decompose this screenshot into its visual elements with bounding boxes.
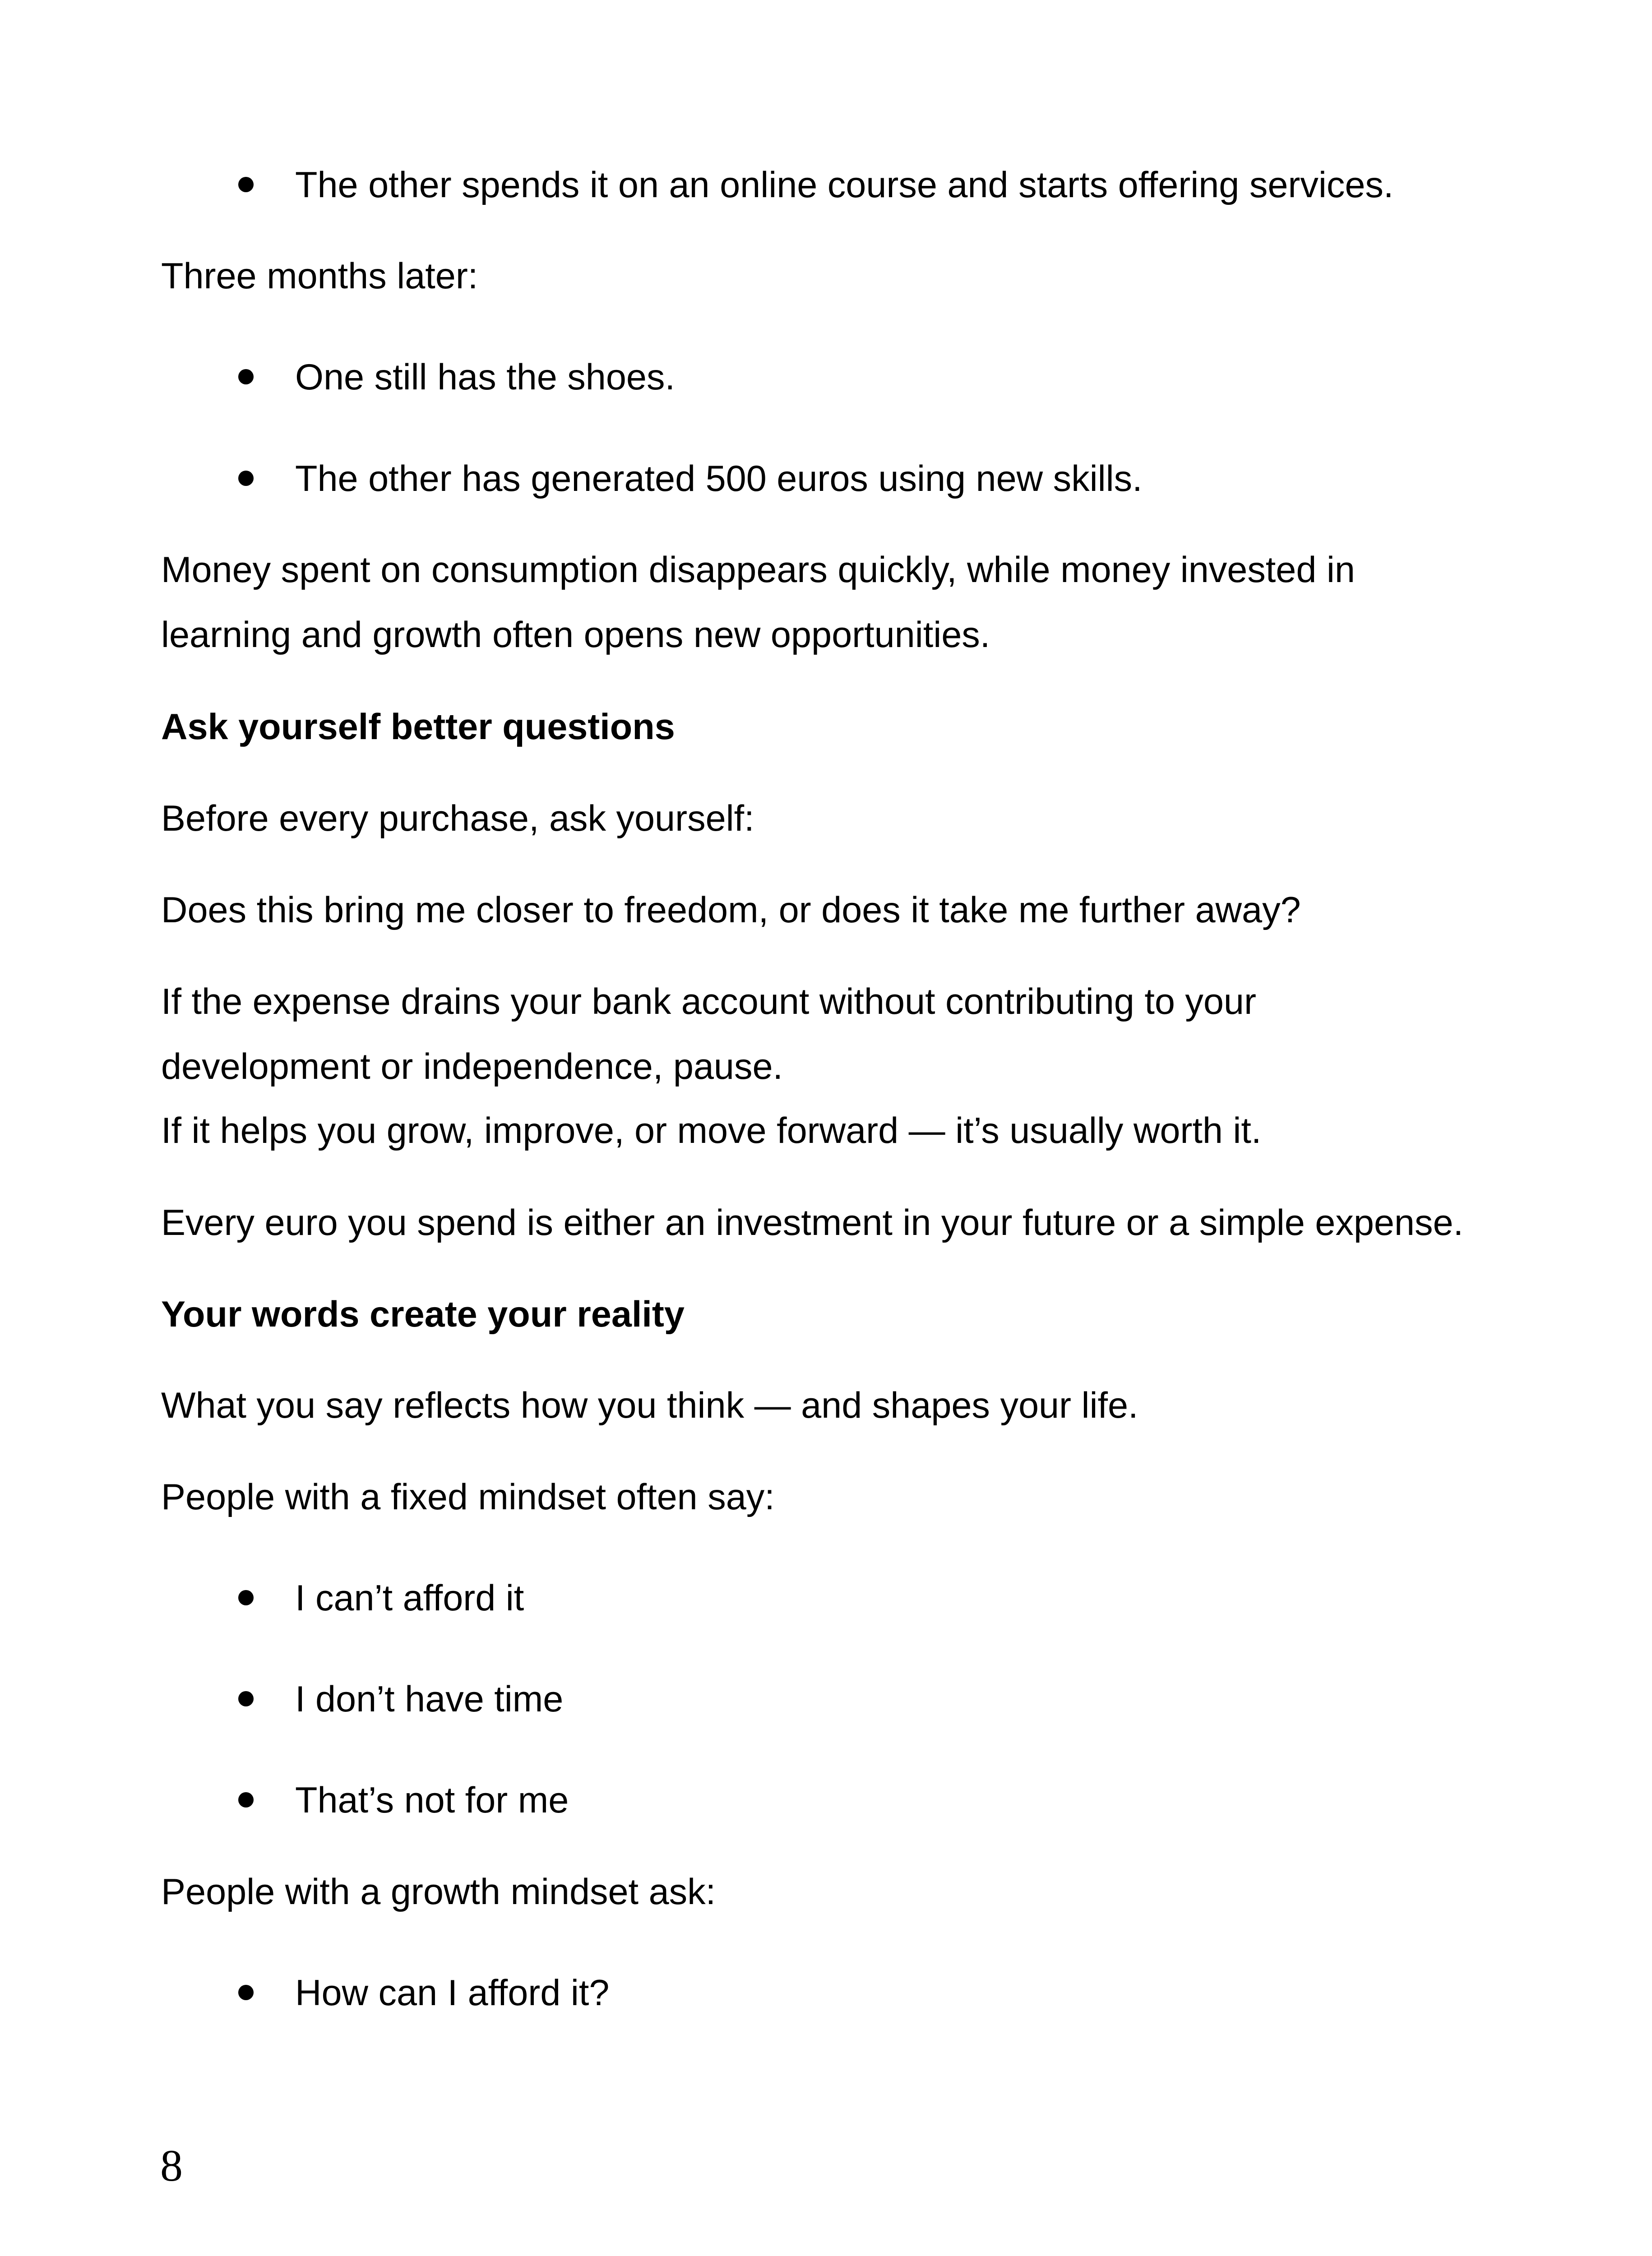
- section-heading-questions: Ask yourself better questions: [161, 707, 675, 747]
- list-item-text: The other has generated 500 euros using new skills.: [295, 458, 1143, 499]
- before-purchase-text: Before every purchase, ask yourself:: [161, 798, 754, 839]
- what-you-say-text: What you say reflects how you think — and shapes your life.: [161, 1385, 1138, 1426]
- list-item-text: That’s not for me: [295, 1780, 569, 1821]
- list-item-text: How can I afford it?: [295, 1973, 610, 2013]
- list-item-text: I don’t have time: [295, 1679, 564, 1720]
- bullet-icon: [238, 177, 254, 192]
- bullet-icon: [238, 1792, 254, 1808]
- fixed-mindset-label: People with a fixed mindset often say:: [161, 1477, 775, 1517]
- paragraph-expense-line-3: If it helps you grow, improve, or move forward — it’s usually worth it.: [161, 1110, 1262, 1151]
- every-euro-text: Every euro you spend is either an investment in your future or a simple expense.: [161, 1202, 1464, 1243]
- bullet-icon: [238, 1985, 254, 2000]
- list-item-text: The other spends it on an online course and starts offering services.: [295, 165, 1394, 205]
- paragraph-consumption-line-1: Money spent on consumption disappears quickly, while money invested in: [161, 550, 1355, 590]
- bullet-icon: [238, 471, 254, 486]
- three-months-label: Three months later:: [161, 256, 478, 296]
- paragraph-consumption-line-2: learning and growth often opens new opportunities.: [161, 615, 990, 655]
- bullet-icon: [238, 369, 254, 384]
- list-item-text: I can’t afford it: [295, 1578, 524, 1618]
- paragraph-expense-line-1: If the expense drains your bank account without contributing to your: [161, 981, 1256, 1022]
- page-number: 8: [160, 2140, 183, 2191]
- growth-mindset-label: People with a growth mindset ask:: [161, 1872, 716, 1912]
- section-heading-words: Your words create your reality: [161, 1294, 685, 1335]
- paragraph-expense-line-2: development or independence, pause.: [161, 1046, 783, 1087]
- bullet-icon: [238, 1691, 254, 1706]
- list-item-text: One still has the shoes.: [295, 357, 675, 398]
- freedom-question-text: Does this bring me closer to freedom, or does it take me further away?: [161, 890, 1301, 930]
- bullet-icon: [238, 1590, 254, 1605]
